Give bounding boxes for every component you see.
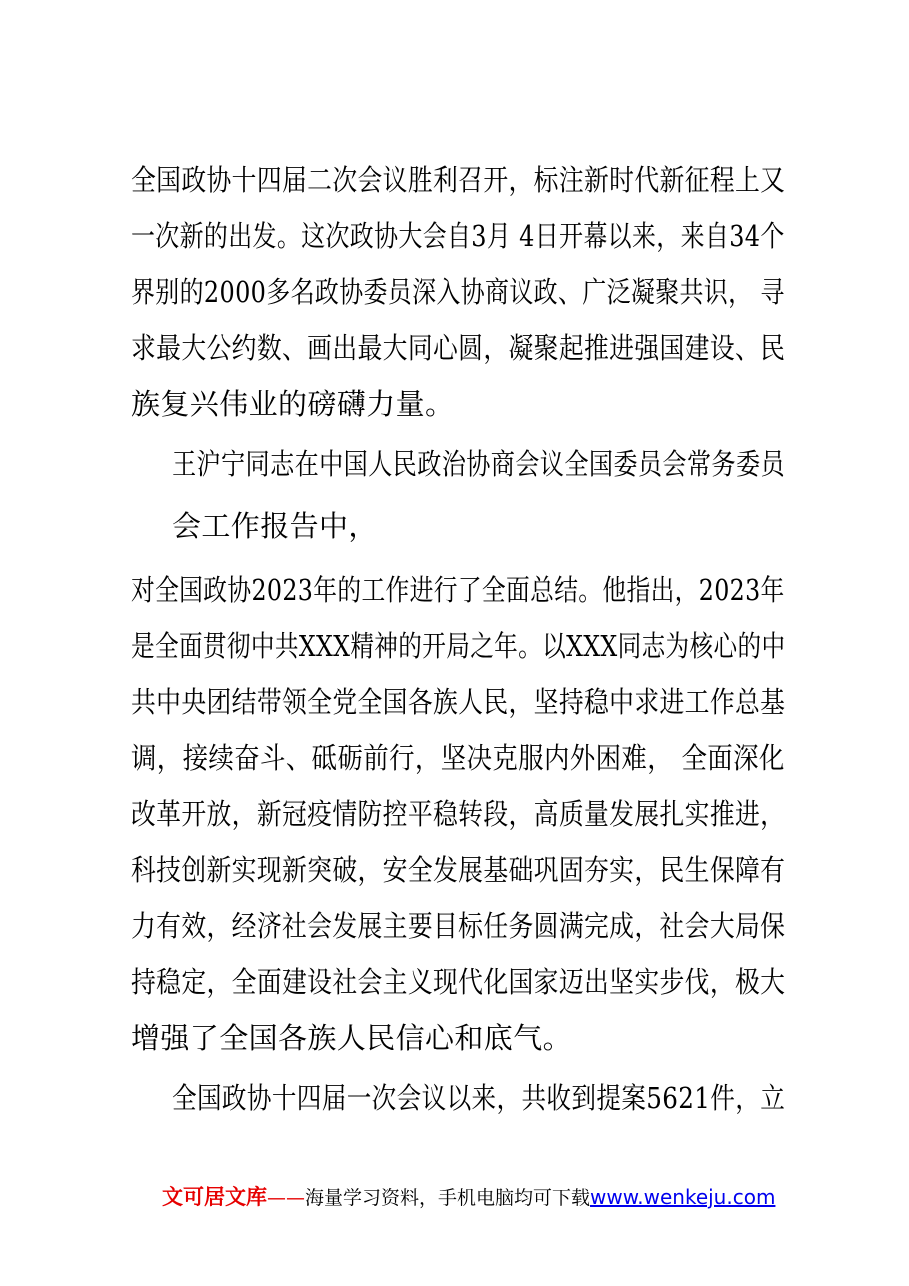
- text-line: 族复兴伟业的磅礴力量。: [131, 387, 455, 421]
- text-line: 增强了全国各族人民信心和底气。: [131, 1021, 573, 1055]
- text-line: 共中央团结带领全党全国各族人民，坚持稳中求进工作总基: [131, 685, 786, 719]
- footer-banner: [162, 1181, 775, 1213]
- text-line: 对全国政协2023年的工作进行了全面总结。他指出，2023年: [131, 573, 785, 607]
- text-line: 一次新的出发。这次政协大会自3月 4日开幕以来，来自34个: [131, 219, 785, 253]
- text-line: 改革开放，新冠疫情防控平稳转段，高质量发展扎实推进，: [131, 797, 786, 831]
- text-line: 全国政协十四届一次会议以来，共收到提案5621件，立: [172, 1081, 786, 1115]
- text-line: 持稳定，全面建设社会主义现代化国家迈出坚实步伐，极大: [131, 965, 786, 999]
- footer-dash: ——: [267, 1187, 305, 1209]
- footer-brand: 文可居文库: [162, 1185, 267, 1209]
- text-line: 调，接续奋斗、砥砺前行，坚决克服内外困难， 全面深化: [131, 741, 785, 775]
- text-line: 力有效，经济社会发展主要目标任务圆满完成，社会大局保: [131, 909, 786, 943]
- text-line: 是全面贯彻中共XXX精神的开局之年。以XXX同志为核心的中: [131, 629, 786, 663]
- footer-slogan: 海量学习资料，手机电脑均可下载: [305, 1187, 591, 1209]
- footer-url-link[interactable]: www.wenkeju.com: [590, 1185, 776, 1209]
- text-line: 科技创新实现新突破，安全发展基础巩固夯实，民生保障有: [131, 853, 786, 887]
- text-line: 会工作报告中，: [172, 509, 378, 543]
- text-line: 求最大公约数、画出最大同心圆，凝聚起推进强国建设、民: [131, 331, 786, 365]
- text-line: 全国政协十四届二次会议胜利召开，标注新时代新征程上又: [131, 163, 786, 197]
- text-line: 界别的2000多名政协委员深入协商议政、广泛凝聚共识， 寻: [131, 275, 785, 309]
- text-line: 王沪宁同志在中国人民政治协商会议全国委员会常务委员: [172, 447, 786, 481]
